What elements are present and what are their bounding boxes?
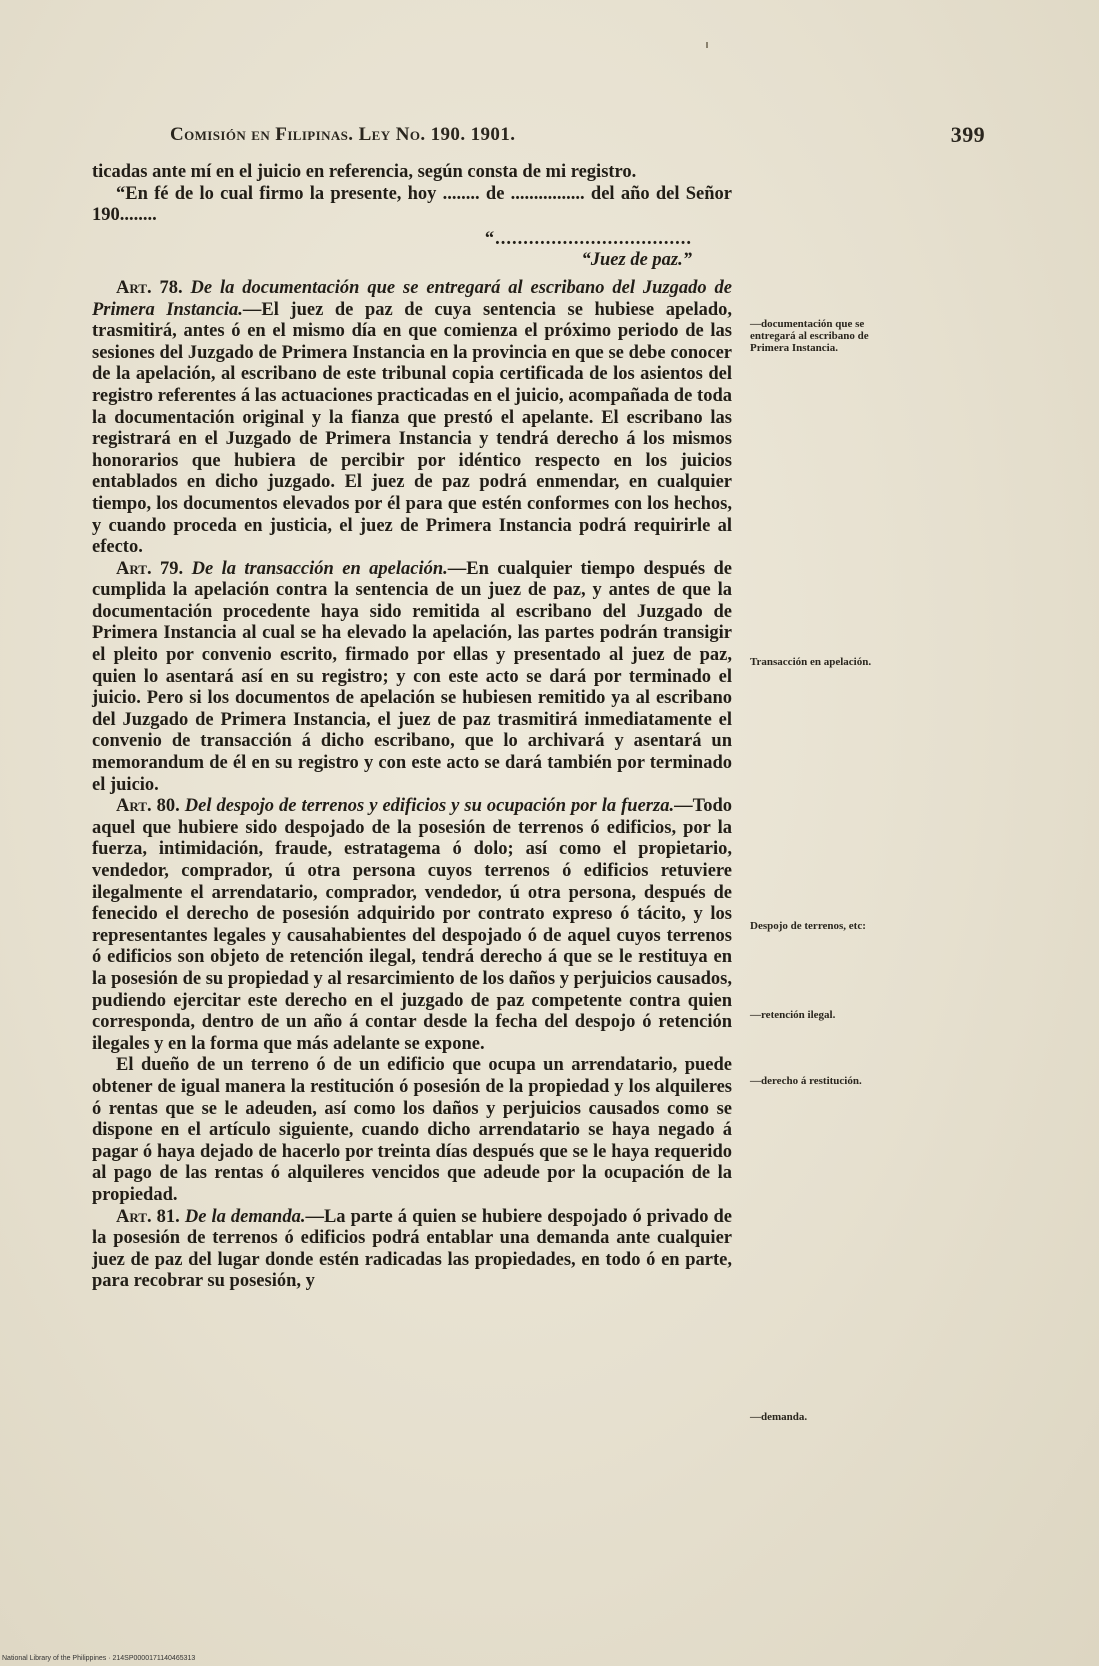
article-number: Art. 80.: [116, 796, 180, 817]
margin-note-retencion: —retención ilegal.: [750, 1009, 836, 1021]
article-number: Art. 78.: [116, 277, 183, 298]
article-81: [92, 1207, 732, 1293]
article-text: —En cualquier tiempo después de cumplida la apelación contra la sentencia de un juez de paz, y antes de que la documentación procedente haya sido remitida al escribano del Juzgado de Primera Instancia al cual se ha elevado la apelación, las partes podrán transigir el pleito por convenio escrito, firmado por ellas y presentado al juez de paz, quien lo asentará así en su registro; y con este acto se dará por terminado el juicio. Pero si los documentos de apelación se hubiesen remitido ya al escribano del Juzgado de Primera Instancia, el juez de paz trasmitirá inmediatamente el convenio de transacción á dicho escribano, que lo archivará y asentará un memorandum de él en su registro y con este acto se dará también por terminado el juicio.: [92, 558, 732, 795]
article-text: —La parte á quien se hubiere despojado ó privado de la posesión de terrenos ó edificios podrá entablar una demanda ante cualquier juez de paz del lugar donde estén radicadas las propiedades, en todo ó en parte, para recobrar su posesión, y: [92, 1206, 733, 1292]
signature-name: “Juez de paz.”: [581, 250, 692, 271]
article-title: Del despojo de terrenos y edificios y su ocupación por la fuerza.: [184, 796, 675, 817]
article-number: Art. 81.: [116, 1206, 180, 1227]
article-number: Art. 79.: [116, 558, 184, 579]
signature-line: “...................................: [484, 228, 692, 249]
article-text: —El juez de paz de cuya sentencia se hubiese apelado, trasmitirá, antes ó en el mismo día en que comienza el próximo periodo de las sesiones del Juzgado de Primera Instancia en la provincia en que se debe conocer de la apelación, al escribano de este tribunal copia certificada de los asientos del registro referentes á las actuaciones practicadas en el juicio, acompañada de toda la documentación original y la fianza que prestó el apelante. El escribano las registrará en el Juzgado de Primera Instancia y tendrá derecho á los mismos honorarios que hubiera de percibir por idéntico respecto en los juicios entablados en dicho juzgado. El juez de paz podrá enmendar, en cualquier tiempo, los documentos elevados por él para que estén conformes con los hechos, y cuando proceda en justicia, el juez de Primera Instancia podrá requirirle al efecto.: [92, 299, 732, 558]
paragraph: ticadas ante mí en el juicio en referencia, según consta de mi registro.: [92, 162, 637, 182]
article-title: De la demanda.: [184, 1206, 306, 1227]
margin-note-restitucion: —derecho á restitución.: [750, 1075, 862, 1087]
article-80: [92, 796, 732, 1055]
running-title: Comisión en Filipinas. Ley No. 190. 1901.: [170, 124, 516, 145]
body-text: [92, 162, 732, 1293]
article-title: De la transacción en apelación.: [191, 558, 448, 579]
margin-note-despojo: Despojo de terrenos, etc:: [750, 920, 866, 932]
scan-speck: [706, 42, 708, 48]
margin-note-demanda: —demanda.: [750, 1411, 808, 1423]
paragraph: El dueño de un terreno ó de un edificio que ocupa un arrendatario, puede obtener de igual manera la restitución ó posesión de la propiedad y los alquileres ó rentas que se le adeuden, así como los daños y perjuicios causados como se dispone en el artículo siguiente, cuando dicho arrendatario se haya negado á pagar ó haya dejado de hacerlo por treinta días después que se le haya requerido al pago de las rentas ó alquileres vencidos que adeude por la ocupación de la propiedad.: [92, 1055, 732, 1205]
footer-watermark: National Library of the Philippines · 214SP0000171140465313: [2, 1655, 196, 1662]
margin-note-transaccion: Transacción en apelación.: [750, 656, 872, 668]
article-title: De la documentación que se entregará al escribano del Juzgado de Primera Instancia.: [92, 277, 733, 320]
margin-note-documentacion: —documentación que se entregará al escribano de Primera Instancia.: [750, 318, 869, 354]
page-header: [170, 122, 985, 152]
article-79: [92, 559, 732, 797]
paragraph: “En fé de lo cual firmo la presente, hoy ........ de ................ del año del Señor 190........: [92, 183, 732, 226]
article-text: —Todo aquel que hubiere sido despojado de la posesión de terrenos ó edificios, por la fuerza, intimidación, fraude, estratagema ó dolo; así como el propietario, vendedor, comprador, ú otra persona cuyos terrenos ó edificios retuviere ilegalmente el arrendatario, comprador, vendedor, ú otra persona, después de fenecido el derecho de posesión adquirido por contrato expreso ó tácito, y los representantes legales y causahabientes del despojado ó de aquel cuyos terrenos ó edificios son objeto de retención ilegal, tendrá derecho á que se le restituya en la posesión de su propiedad y al resarcimiento de los daños y perjuicios causados, pudiendo ejercitar este derecho en el juzgado de paz competente contra quien corresponda, dentro de un año á contar desde la fecha del despojo ó retención ilegales y en la forma que más adelante se expone.: [92, 796, 733, 1054]
article-78: [92, 278, 732, 559]
page-number: 399: [950, 122, 985, 147]
